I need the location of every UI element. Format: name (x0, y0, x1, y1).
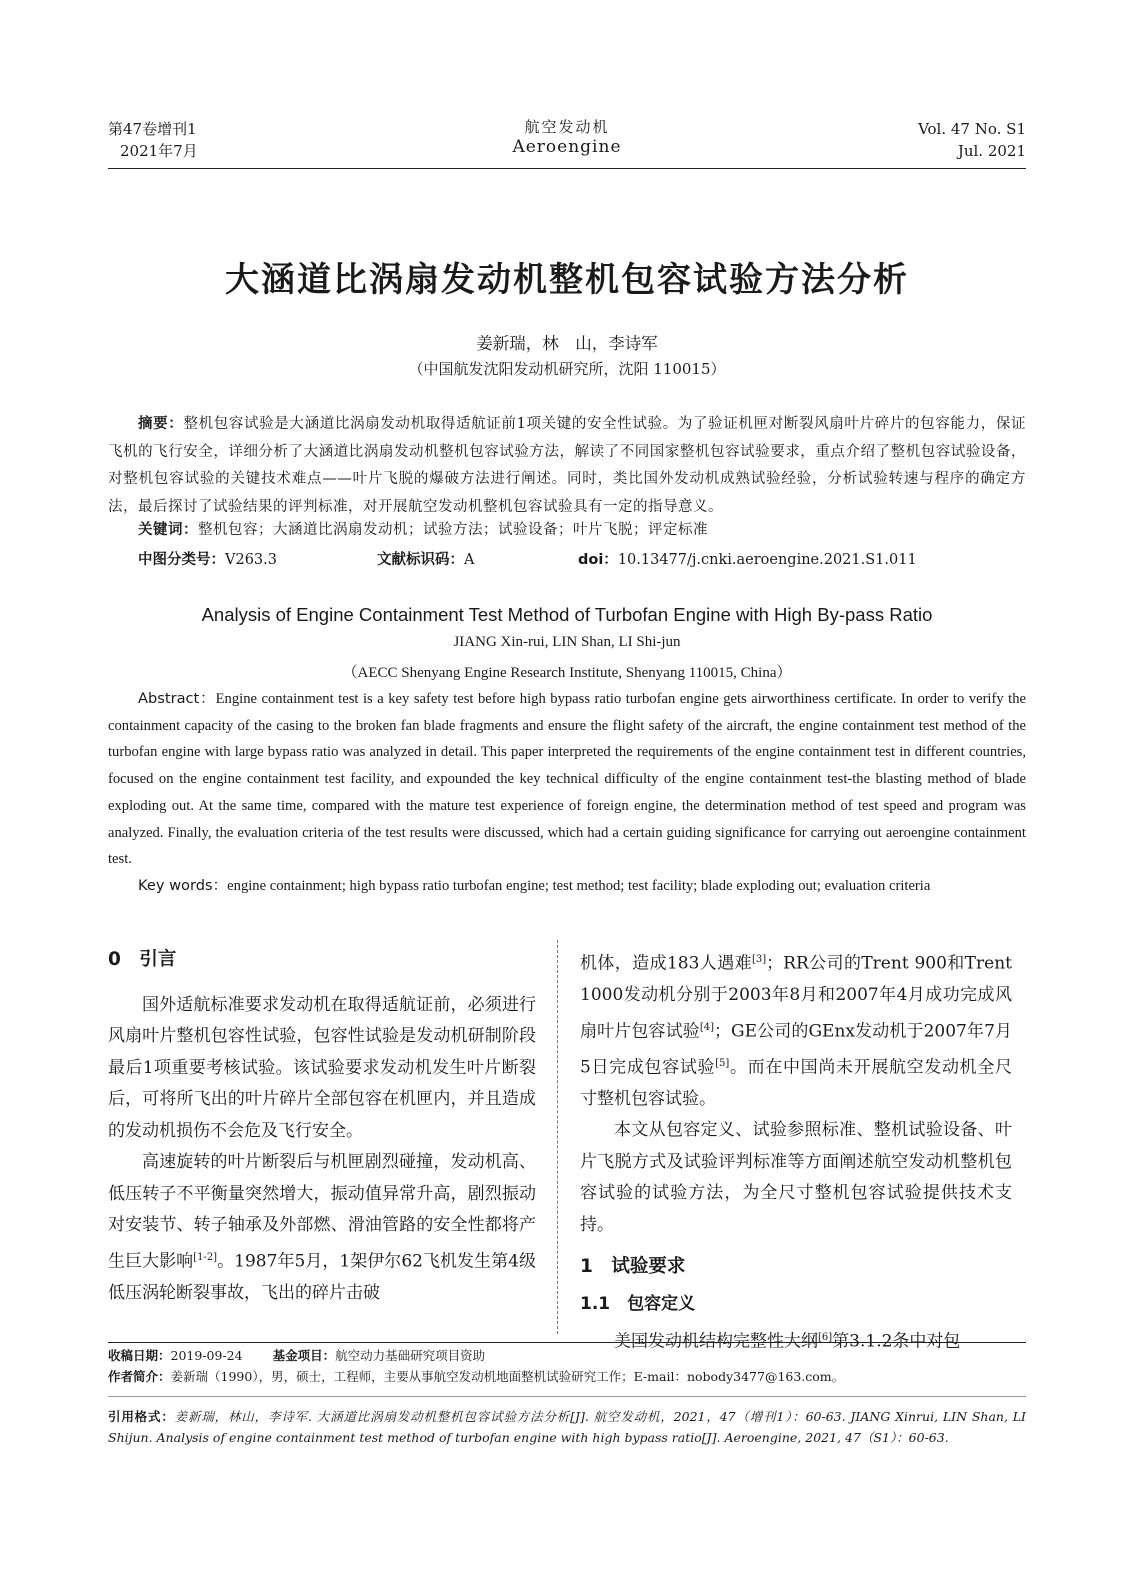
paragraph-5-text-a: 美国发动机结构完整性大纲 (614, 1332, 818, 1353)
abstract-text: 整机包容试验是大涵道比涡扇发动机取得适航证前1项关键的安全性试验。为了验证机匣对断裂风扇叶片碎片的包容能力，保证飞机的飞行安全，详细分析了大涵道比涡扇发动机整机包容试验方法，解读了不同国家整机包容试验要求，重点介绍了整机包容试验设备，对整机包容试验的关键技术难点——叶片飞脱的爆破方法进行阐述。同时，类比国外发动机成熟试验经验，分析试验转速与程序的确定方法，最后探讨了试验结果的评判标准，对开展航空发动机整机包容试验具有一定的指导意义。 (108, 416, 1026, 515)
document-code-label: 文献标识码： (377, 552, 464, 568)
english-title: Analysis of Engine Containment Test Method of Turbofan Engine with High By-pass Ratio (201, 604, 933, 625)
document-code-value: A (464, 552, 475, 568)
paragraph-3-text-d: 。而在中国尚未开展航空发动机全尺寸整机包容试验。 (580, 1057, 1012, 1109)
doi-label: doi： (578, 552, 618, 568)
doi (578, 548, 917, 569)
column-divider (557, 940, 558, 1334)
clc-number (138, 548, 277, 569)
body-right-column (580, 944, 1012, 1359)
english-affiliation: （AECC Shenyang Engine Research Institute, Shenyang 110015, China） (342, 665, 792, 681)
footer-rule (108, 1342, 1026, 1343)
citation-5: [5] (715, 1057, 730, 1069)
paragraph-5-text-b: 第3.1.2条中对包 (832, 1332, 961, 1353)
section-1-1-heading: 1.1 包容定义 (580, 1293, 696, 1314)
keywords-en-text: engine containment; high bypass ratio turbofan engine; test method; test facility; blade exploding out; evaluation criteria (227, 878, 931, 894)
keywords-label: 关键词： (138, 522, 198, 538)
fund-text: 航空动力基础研究项目资助 (335, 1348, 486, 1363)
paragraph-3-text-a: 机体，造成183人遇难 (580, 953, 752, 974)
citation-3: [3] (752, 954, 767, 965)
journal-name (417, 116, 717, 157)
citation-label: 引用格式： (108, 1409, 175, 1424)
abstract-cn (108, 411, 1026, 521)
english-authors: JIANG Xin-rui, LIN Shan, LI Shi-jun (453, 634, 681, 650)
section-1-heading: 1 试验要求 (580, 1256, 686, 1278)
received-and-fund (108, 1345, 1026, 1366)
paragraph-3-text-c: ；GE公司的GEnx发动机于2007年7月5日完成包容试验 (580, 1021, 1012, 1078)
citation-format (108, 1406, 1026, 1448)
journal-volume-en (826, 118, 1026, 162)
abstract-en-text: Engine containment test is a key safety test before high bypass ratio turbofan engine gets airworthiness certificate. In order to verify the containment capacity of the casing to the broken fan blade fragments and ensure the flight safety of the aircraft, the engine containment test method of the turbofan engine with large bypass ratio was analyzed in detail. This paper interpreted the requirements of the engine containment test in different countries, focused on the engine containment test facility, and expounded the key technical difficulty of the engine containment test-the blasting method of blade exploding out. At the same time, compared with the mature test experience of foreign engine, the determination method of test speed and program was analyzed. Finally, the evaluation criteria of the test results were discussed, which had a certain guiding significance for carrying out aeroengine containment test. (108, 691, 1026, 868)
affiliation: （中国航发沈阳发动机研究所，沈阳 110015） (408, 360, 726, 378)
clc-value: V263.3 (225, 552, 277, 568)
abstract-en (108, 686, 1026, 873)
paragraph-3 (580, 944, 1012, 1115)
citation-text: 姜新瑞，林山，李诗军. 大涵道比涡扇发动机整机包容试验方法分析[J]. 航空发动机，2021，47（增刊1）：60-63. JIANG Xinrui, LIN Shan, LI Shijun. Analysis of engine containment test method of turbofan engine with high bypass ratio[J]. Aeroengine, 2021, 47（S1）：60-63. (108, 1409, 1026, 1445)
document-code (377, 548, 474, 569)
clc-label: 中图分类号： (138, 552, 225, 568)
paper-title: 大涵道比涡扇发动机整机包容试验方法分析 (225, 260, 909, 300)
header-rule (108, 168, 1026, 169)
received-label: 收稿日期： (108, 1348, 171, 1363)
author-bio (108, 1366, 1026, 1387)
citation-6: [6] (818, 1332, 833, 1344)
paragraph-2 (108, 1147, 536, 1309)
body-left-column (108, 944, 536, 1309)
citation-4: [4] (699, 1021, 714, 1033)
authors: 姜新瑞，林 山，李诗军 (476, 334, 658, 353)
author-bio-label: 作者简介： (108, 1369, 171, 1384)
paragraph-2-text-a: 高速旋转的叶片断裂后与机匣剧烈碰撞，发动机高、低压转子不平衡量突然增大，振动值异常升高，剧烈振动对安装节、转子轴承及外部燃、滑油管路的安全性都将产生巨大影响 (108, 1152, 536, 1272)
keywords-en (108, 873, 1026, 900)
section-0-heading: 0 引言 (108, 949, 177, 970)
volume-number-en: Vol. 47 No. S1 (918, 120, 1026, 138)
abstract-en-label: Abstract： (138, 690, 216, 707)
paragraph-2-text-b: 。1987年5月，1架伊尔62飞机发生第4级低压涡轮断裂事故，飞出的碎片击破 (108, 1251, 537, 1303)
paragraph-3-text-b: ；RR公司的Trent 900和Trent 1000发动机分别于2003年8月和2007年4月成功完成风扇叶片包容试验 (580, 953, 1012, 1042)
citation-rule (108, 1396, 1026, 1397)
keywords-en-label: Key words： (138, 877, 228, 894)
publication-date-en: Jul. 2021 (957, 142, 1026, 160)
journal-name-cn: 航空发动机 (524, 118, 610, 136)
author-bio-text: 姜新瑞（1990），男，硕士，工程师，主要从事航空发动机地面整机试验研究工作；E-mail：nobody3477@163.com。 (170, 1369, 845, 1384)
keywords-text: 整机包容；大涵道比涡扇发动机；试验方法；试验设备；叶片飞脱；评定标准 (198, 522, 708, 538)
journal-issue (108, 118, 198, 162)
journal-name-en: Aeroengine (512, 137, 622, 157)
citation-1-2: [1-2] (193, 1251, 218, 1263)
fund-label: 基金项目： (272, 1348, 336, 1363)
publication-date: 2021年7月 (120, 142, 198, 160)
received-date: 2019-09-24 (170, 1348, 243, 1363)
abstract-label: 摘要： (138, 416, 184, 432)
paragraph-1: 国外适航标准要求发动机在取得适航证前，必须进行风扇叶片整机包容性试验，包容性试验是发动机研制阶段最后1项重要考核试验。该试验要求发动机发生叶片断裂后，可将所飞出的叶片碎片全部包容在机匣内，并且造成的发动机损伤不会危及飞行安全。 (108, 994, 536, 1141)
volume-issue: 第47卷增刊1 (108, 120, 197, 138)
keywords-cn (108, 517, 1026, 545)
doi-value: 10.13477/j.cnki.aeroengine.2021.S1.011 (617, 552, 917, 568)
paragraph-4: 本文从包容定义、试验参照标准、整机试验设备、叶片飞脱方式及试验评判标准等方面阐述航空发动机整机包容试验的试验方法，为全尺寸整机包容试验提供技术支持。 (580, 1120, 1012, 1235)
